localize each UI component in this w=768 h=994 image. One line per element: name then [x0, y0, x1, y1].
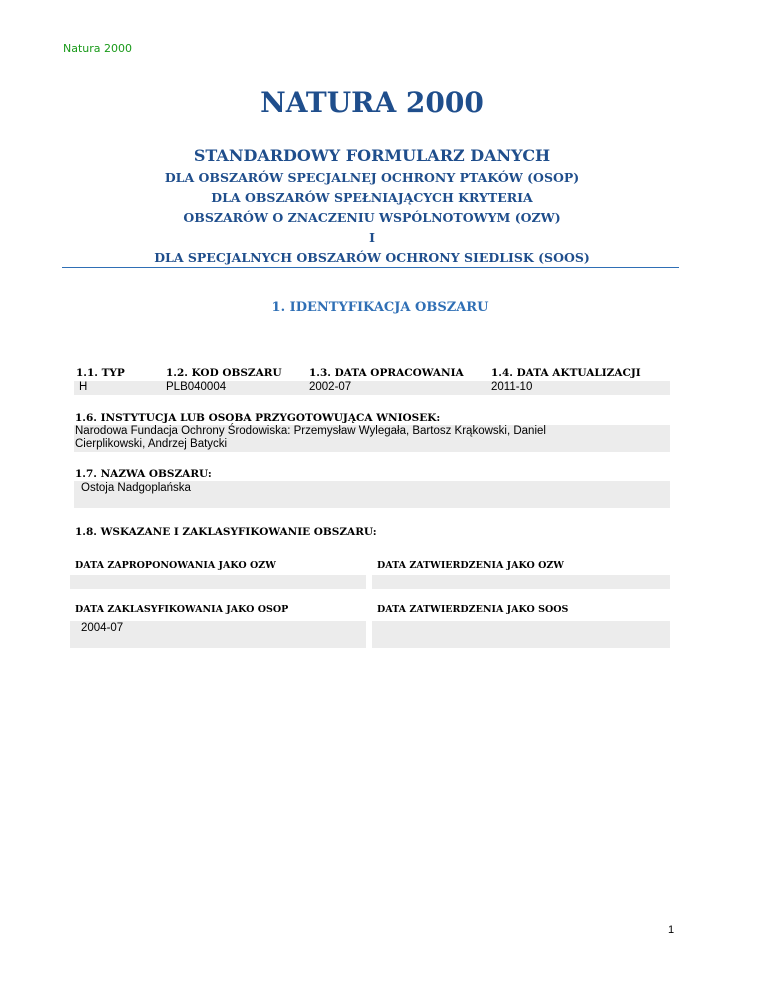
- document-title: NATURA 2000: [260, 86, 484, 119]
- subtitle-line: I: [369, 230, 375, 245]
- field-bar-zatwierdzenia-soos: [372, 621, 670, 648]
- label-data-zaproponowania: DATA ZAPROPONOWANIA JAKO OZW: [75, 560, 276, 571]
- label-data-opracowania: 1.3. DATA OPRACOWANIA: [309, 367, 464, 379]
- subtitle-line: OBSZARÓW O ZNACZENIU WSPÓLNOTOWYM (OZW): [183, 210, 561, 225]
- field-bar-row1: [74, 381, 670, 395]
- running-header: Natura 2000: [63, 42, 133, 55]
- divider: [62, 267, 679, 268]
- value-typ: H: [79, 381, 88, 393]
- label-instytucja: 1.6. INSTYTUCJA LUB OSOBA PRZYGOTOWUJĄCA WNIOSEK:: [75, 412, 441, 424]
- value-data-opracowania: 2002-07: [309, 381, 352, 393]
- label-data-zaklasyfikowania: DATA ZAKLASYFIKOWANIA JAKO OSOP: [75, 604, 289, 615]
- value-nazwa: Ostoja Nadgoplańska: [81, 482, 191, 494]
- subtitle-main: STANDARDOWY FORMULARZ DANYCH: [193, 146, 551, 165]
- subtitle-line: DLA OBSZARÓW SPECJALNEJ OCHRONY PTAKÓW (OSOP): [164, 170, 580, 185]
- value-instytucja-line2: Cierplikowski, Andrzej Batycki: [75, 438, 228, 450]
- section-heading: 1. IDENTYFIKACJA OBSZARU: [271, 300, 489, 315]
- label-data-zatwierdzenia-ozw: DATA ZATWIERDZENIA JAKO OZW: [377, 560, 564, 571]
- label-data-zatwierdzenia-soos: DATA ZATWIERDZENIA JAKO SOOS: [377, 604, 569, 615]
- value-instytucja-line1: Narodowa Fundacja Ochrony Środowiska: Przemysław Wylegała, Bartosz Krąkowski, Daniel: [75, 425, 546, 437]
- document-subtitle: [0, 146, 744, 268]
- label-data-aktualizacji: 1.4. DATA AKTUALIZACJI: [491, 367, 641, 379]
- label-nazwa: 1.7. NAZWA OBSZARU:: [75, 468, 212, 480]
- label-wskazane: 1.8. WSKAZANE I ZAKLASYFIKOWANIE OBSZARU:: [75, 526, 377, 538]
- subtitle-line: DLA SPECJALNYCH OBSZARÓW OCHRONY SIEDLISK (SOOS): [154, 250, 590, 265]
- label-kod: 1.2. KOD OBSZARU: [166, 367, 282, 379]
- value-kod: PLB040004: [166, 381, 227, 393]
- subtitle-line: DLA OBSZARÓW SPEŁNIAJĄCYCH KRYTERIA: [211, 190, 533, 205]
- field-bar-zaproponowania: [70, 575, 366, 589]
- field-bar-zatwierdzenia-ozw: [372, 575, 670, 589]
- page-number: 1: [668, 924, 675, 936]
- value-data-aktualizacji: 2011-10: [491, 381, 533, 393]
- value-data-zaklasyfikowania: 2004-07: [81, 622, 124, 634]
- label-typ: 1.1. TYP: [76, 367, 125, 379]
